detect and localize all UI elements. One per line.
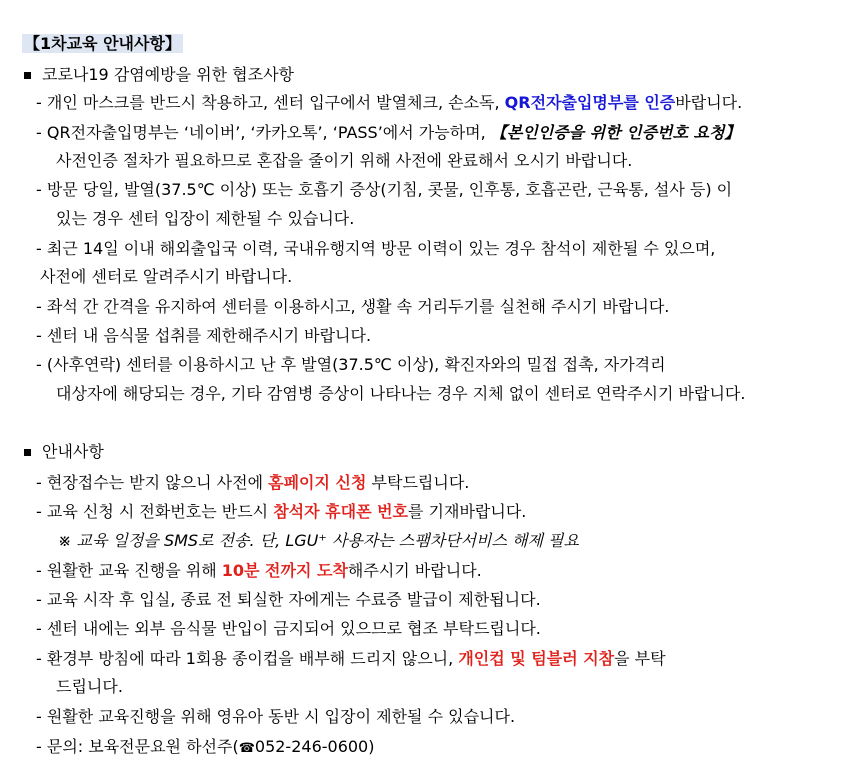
section-bullet-icon [24, 72, 31, 79]
list-item: - (사후연락) 센터를 이용하시고 난 후 발열(37.5℃ 이상), 확진자와의 밀접 접촉, 자가격리 [36, 355, 666, 374]
phone-number: 052-246-0600 [254, 737, 369, 756]
telephone-icon: ☎ [238, 741, 255, 756]
list-item-continuation: 드립니다. [56, 677, 123, 696]
list-item: - 최근 14일 이내 해외출입국 이력, 국내유행지역 방문 이력이 있는 경우 참석이 제한될 수 있으며, [36, 239, 716, 258]
list-item: - 센터 내에는 외부 음식물 반입이 금지되어 있으므로 협조 부탁드립니다. [36, 619, 541, 638]
list-item: - QR전자출입명부는 ‘네이버’, ‘카카오톡’, ‘PASS’에서 가능하며, 【본인인증을 위한 인증번호 요청】 [36, 123, 741, 142]
list-item: - 좌석 간 간격을 유지하여 센터를 이용하시고, 생활 속 거리두기를 실천해 주시기 바랍니다. [36, 297, 670, 316]
list-item: - 교육 시작 후 입실, 종료 전 퇴실한 자에게는 수료증 발급이 제한됩니다. [36, 590, 541, 609]
list-item: - 현장접수는 받지 않으니 사전에 홈페이지 신청 부탁드립니다. [36, 473, 470, 492]
list-item: - 원활한 교육진행을 위해 영유아 동반 시 입장이 제한될 수 있습니다. [36, 707, 516, 726]
list-item: - 방문 당일, 발열(37.5℃ 이상) 또는 호흡기 증상(기침, 콧물, 인후통, 호흡곤란, 근육통, 설사 등) 이 [36, 180, 733, 199]
list-item: - 환경부 방침에 따라 1회용 종이컵을 배부해 드리지 않으니, 개인컵 및 텀블러 지참을 부탁 [36, 649, 666, 668]
list-item-continuation: 사전에 센터로 알려주시기 바랍니다. [40, 267, 293, 286]
section-heading-guide: 안내사항 [42, 442, 104, 461]
list-item: - 센터 내 음식물 섭취를 제한해주시기 바랍니다. [36, 326, 372, 345]
list-item: - 교육 신청 시 전화번호는 반드시 참석자 휴대폰 번호를 기재바랍니다. [36, 502, 527, 521]
list-item-continuation: 대상자에 해당되는 경우, 기타 감염병 증상이 나타나는 경우 지체 없이 센터로 연락주시기 바랍니다. [56, 384, 746, 403]
list-item-continuation: 있는 경우 센터 입장이 제한될 수 있습니다. [56, 209, 355, 228]
list-item: - 원활한 교육 진행을 위해 10분 전까지 도착해주시기 바랍니다. [36, 561, 482, 580]
sms-note: ※ 교육 일정을 SMS로 전송. 단, LGU⁺ 사용자는 스팸차단서비스 해제 필요 [58, 531, 579, 550]
list-item: - 개인 마스크를 반드시 착용하고, 센터 입구에서 발열체크, 손소독, QR전자출입명부를 인증바랍니다. [36, 93, 743, 112]
section-heading-covid: 코로나19 감염예방을 위한 협조사항 [42, 65, 295, 84]
section-bullet-icon [24, 449, 31, 456]
document-title: 【1차교육 안내사항】 [24, 34, 181, 53]
list-item-continuation: 사전인증 절차가 필요하므로 혼잡을 줄이기 위해 사전에 완료해서 오시기 바랍니다. [56, 151, 633, 170]
contact-line: - 문의: 보육전문요원 하선주(☎052-246-0600) [36, 737, 375, 756]
